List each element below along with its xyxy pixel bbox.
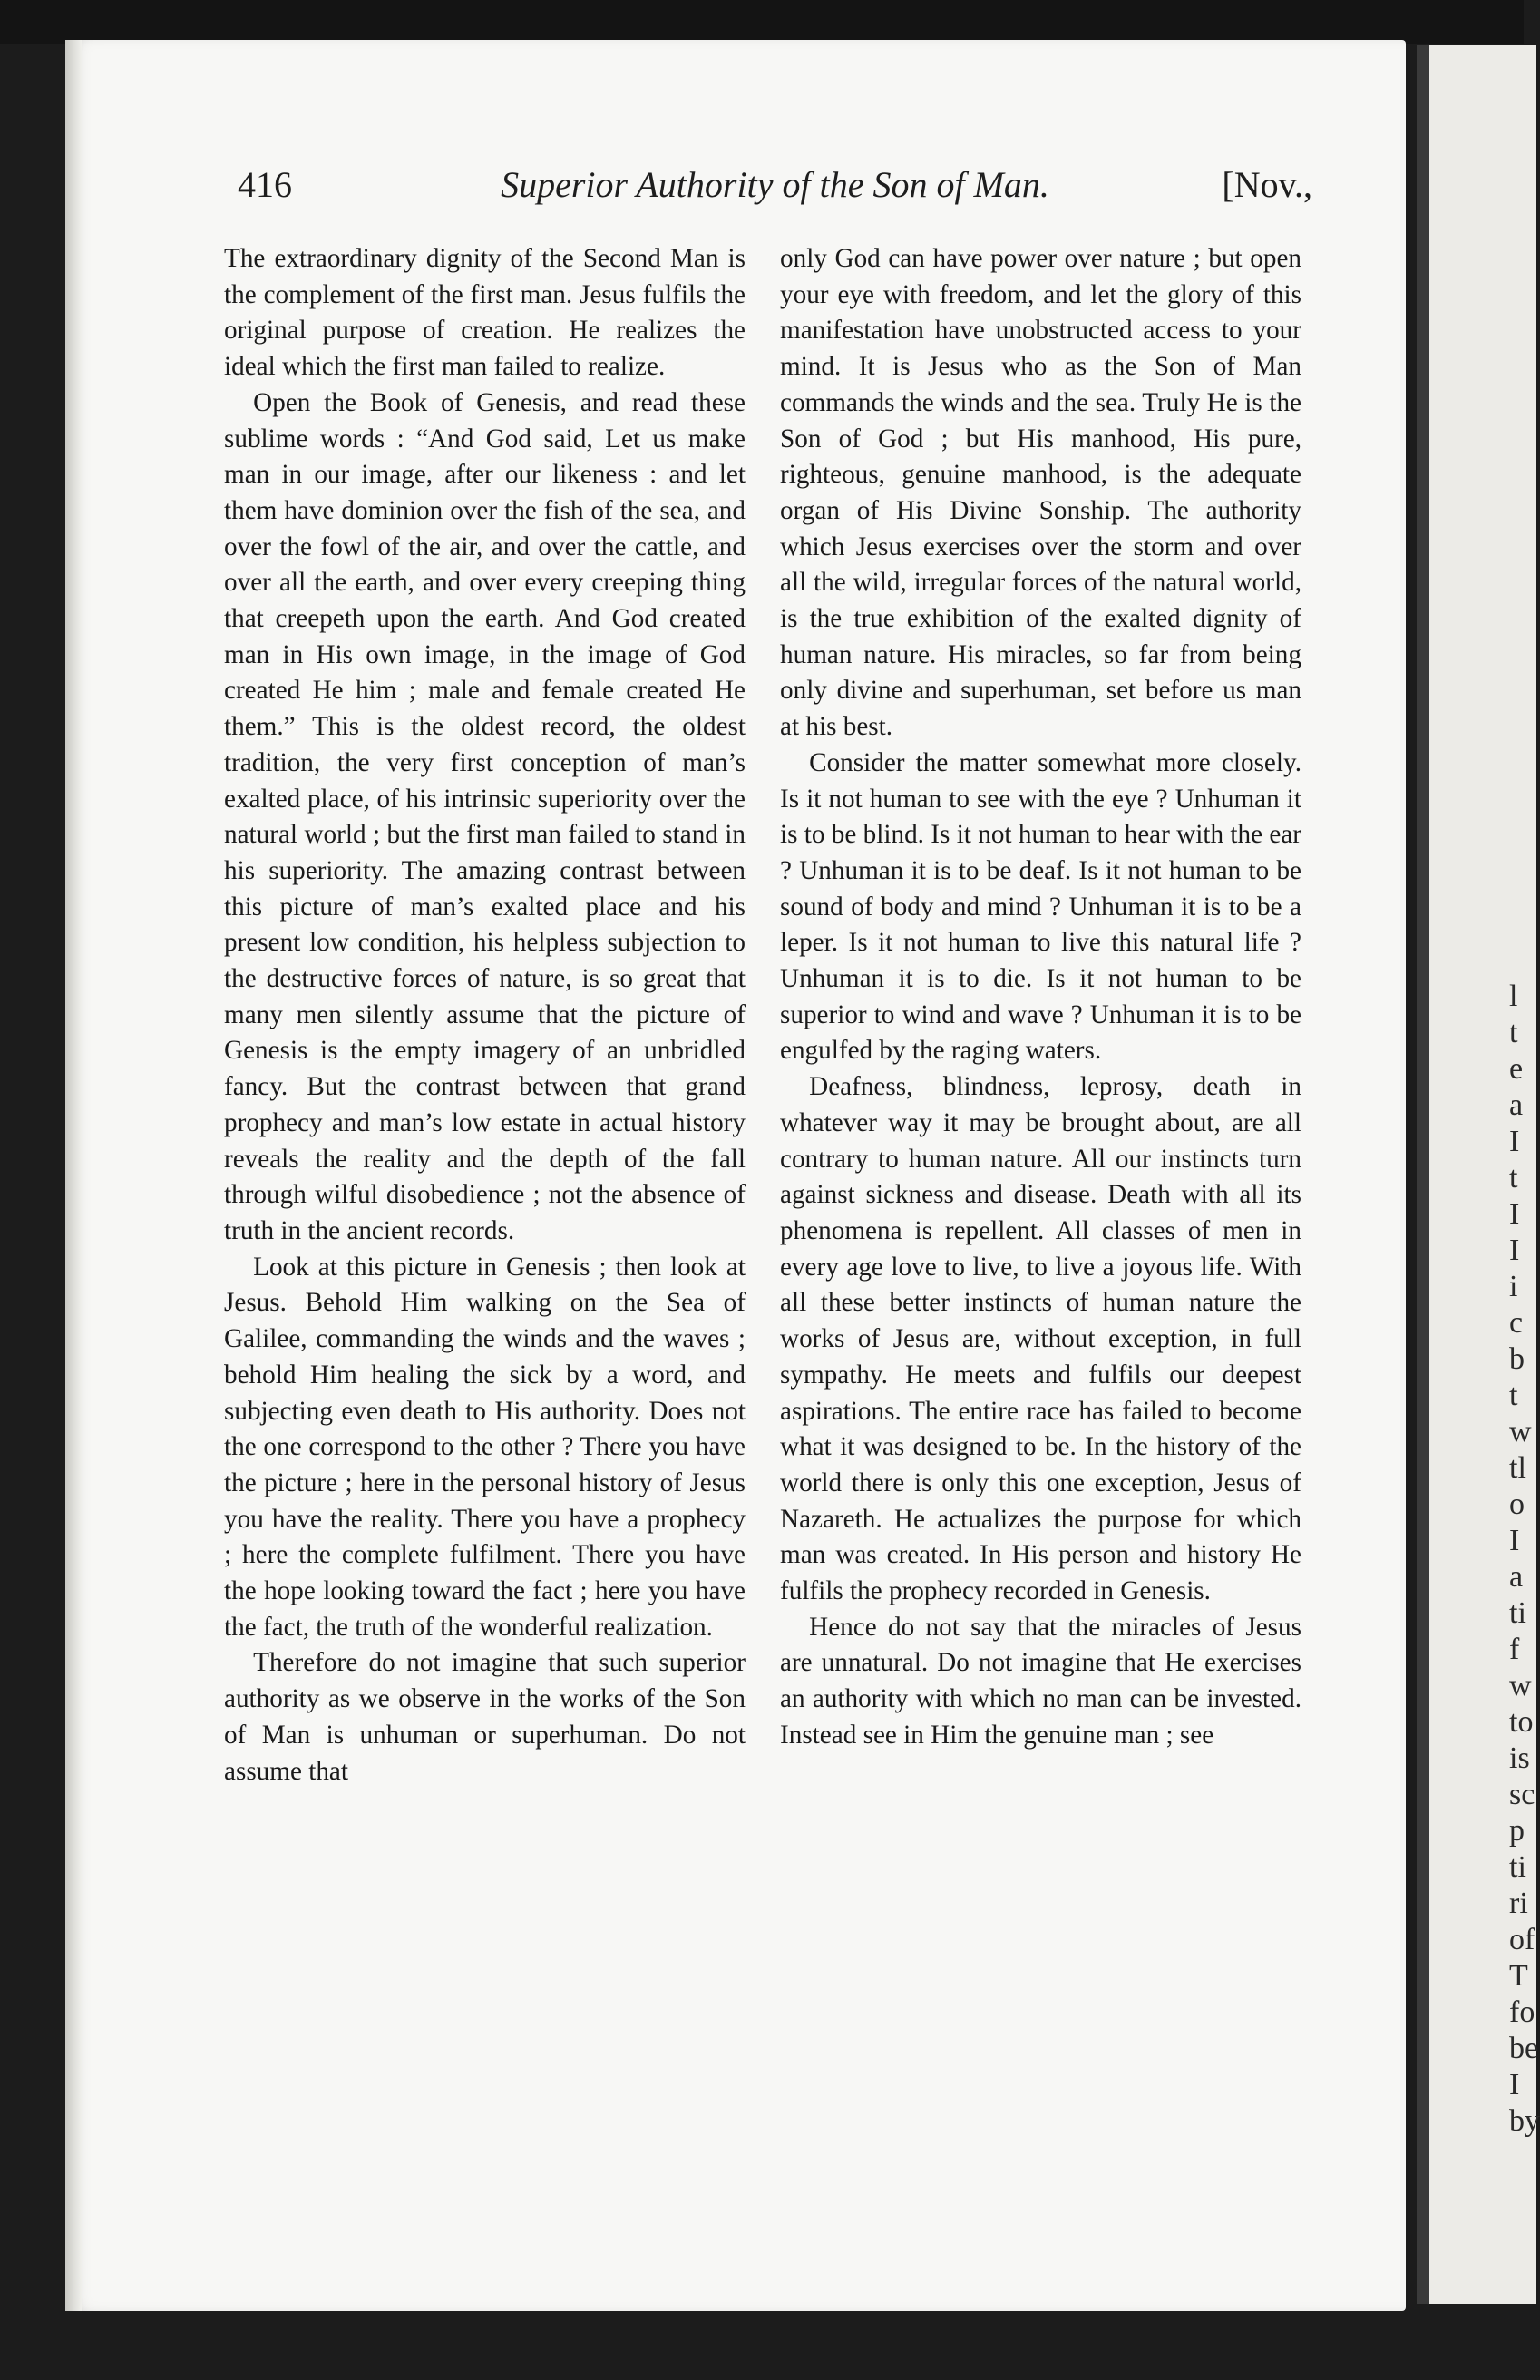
scan-border — [0, 0, 1524, 44]
next-page-fragment: t — [1509, 1016, 1518, 1049]
next-page-fragment: ti — [1509, 1850, 1526, 1884]
paragraph: Look at this picture in Genesis ; then look at Jesus. Behold Him walking on the Sea of Galilee, commanding the winds and the waves ; behold Him healing the sick by a word, and subjecting even death to His authority. Does not the one correspond to the other ? There you have the picture ; here in the personal history of Jesus you have the reality. There you have a prophecy ; here the complete fulfilment. There you have the hope looking toward the fact ; here you have the fact, the truth of the wonderful realization. — [224, 1252, 746, 1642]
next-page-fragment: sc — [1509, 1778, 1535, 1811]
paragraph: The extraordinary dignity of the Second Man is the complement of the first man. Jesus fulfils the original purpose of creation. He realizes the ideal which the first man failed to realize. — [224, 244, 746, 382]
next-page-fragment: ri — [1509, 1887, 1528, 1920]
next-page-fragment: w — [1509, 1669, 1532, 1702]
next-page-fragment: w — [1509, 1415, 1532, 1448]
next-page-fragment: of — [1509, 1923, 1535, 1956]
next-page-fragment: e — [1509, 1052, 1524, 1086]
next-page-fragment: t — [1509, 1379, 1518, 1412]
running-header — [238, 163, 1312, 214]
paragraph: Deafness, blindness, leprosy, death in whatever way it may be brought about, are all contrary to human nature. All our instincts turn against sickness and disease. Death with all its phenomena is repellent. All classes of men in every age love to live, to live a joyous life. With all these better instincts of human nature the works of Jesus are, without exception, in full sympathy. He meets and fulfils our deepest aspirations. The entire race has failed to become what it was designed to be. In the history of the world there is only this one exception, Jesus of Nazareth. He actualizes the purpose for which man was created. In His person and history He fulfils the prophecy recorded in Genesis. — [780, 1072, 1301, 1606]
next-page-fragment: be — [1509, 2032, 1539, 2065]
paragraph: Open the Book of Genesis, and read these sublime words : “And God said, Let us make man in our image, after our likeness : and let them have dominion over the fish of the sea, and over the fowl of the air, and over the cattle, and over all the earth, and over every creeping thing that creepeth upon the earth. And God created man in His own image, in the image of God created He him ; male and female created He them.” This is the oldest record, the oldest tradition, the very first conception of man’s exalted place, of his intrinsic superiority over the natural world ; but the first man failed to stand in his superiority. The amazing contrast between this picture of man’s exalted place and his present low condition, his helpless subjection to the destructive forces of nature, is so great that many men silently assume that the picture of Genesis is the empty imagery of an unbridled fancy. But the contrast between that grand prophecy and man’s low estate in actual history reveals the reality and the depth of the fall through wilful disobedience ; not the absence of truth in the ancient records. — [224, 387, 746, 1245]
next-page-fragment: l — [1509, 980, 1518, 1013]
paragraph: Hence do not say that the miracles of Jesus are unnatural. Do not imagine that He exercises an authority with which no man can be invested. Instead see in Him the genuine man ; see — [780, 1612, 1301, 1750]
paragraph: Consider the matter somewhat more closely. Is it not human to see with the eye ? Unhuman it is to be blind. Is it not human to hear with the ear ? Unhuman it is to be deaf. Is it not human to be sound of body and mind ? Unhuman it is to be a leper. Is it not human to live this natural life ? Unhuman it is to die. Is it not human to be superior to wind and wave ? Unhuman it is to be engulfed by the raging waters. — [780, 747, 1301, 1066]
next-page-fragment: to — [1509, 1705, 1534, 1739]
next-page-fragment: I — [1509, 1197, 1520, 1231]
next-page-edge — [1417, 45, 1540, 2304]
next-page-fragment: i — [1509, 1270, 1518, 1303]
next-page-fragment: o — [1509, 1488, 1525, 1521]
next-page-fragment: t — [1509, 1161, 1518, 1195]
next-page-fragment: c — [1509, 1306, 1524, 1340]
next-page-fragment: T — [1509, 1959, 1528, 1993]
next-page-fragment: b — [1509, 1342, 1525, 1376]
page-gutter-shadow — [65, 40, 82, 2311]
next-page-fragment: tl — [1509, 1451, 1526, 1485]
next-page-fragment: by — [1509, 2104, 1540, 2138]
next-page-fragment: a — [1509, 1088, 1524, 1122]
left-column — [224, 241, 746, 1790]
next-page-fragment: is — [1509, 1741, 1530, 1775]
next-page-fragment: I — [1509, 1524, 1520, 1557]
paragraph: Therefore do not imagine that such superior authority as we observe in the works of the Son of Man is unhuman or superhuman. Do not assume that — [224, 1648, 746, 1786]
right-column — [780, 241, 1301, 1754]
next-page-fragment: I — [1509, 2068, 1520, 2102]
next-page-fragment: a — [1509, 1560, 1524, 1594]
next-page-fragment: f — [1509, 1633, 1520, 1666]
page-number: 416 — [238, 164, 292, 205]
next-page-fragment: I — [1509, 1125, 1520, 1158]
next-page-fragment: I — [1509, 1234, 1520, 1267]
next-page-fragment: ti — [1509, 1596, 1526, 1630]
paragraph: only God can have power over nature ; but open your eye with freedom, and let the glory of this manifestation have unobstructed access to your mind. It is Jesus who as the Son of Man commands the winds and the sea. Truly He is the Son of God ; but His manhood, His pure, righteous, genuine manhood, is the adequate organ of His Divine Sonship. The authority which Jesus exercises over the storm and over all the wild, irregular forces of the natural world, is the true exhibition of the exalted dignity of human nature. His miracles, so far from being only divine and superhuman, set before us man at his best. — [780, 244, 1301, 742]
issue-month: [Nov., — [1222, 164, 1312, 205]
running-title: Superior Authority of the Son of Man. — [501, 164, 1049, 205]
next-page-fragment: p — [1509, 1814, 1525, 1848]
next-page-fragment: fo — [1509, 1995, 1535, 2029]
